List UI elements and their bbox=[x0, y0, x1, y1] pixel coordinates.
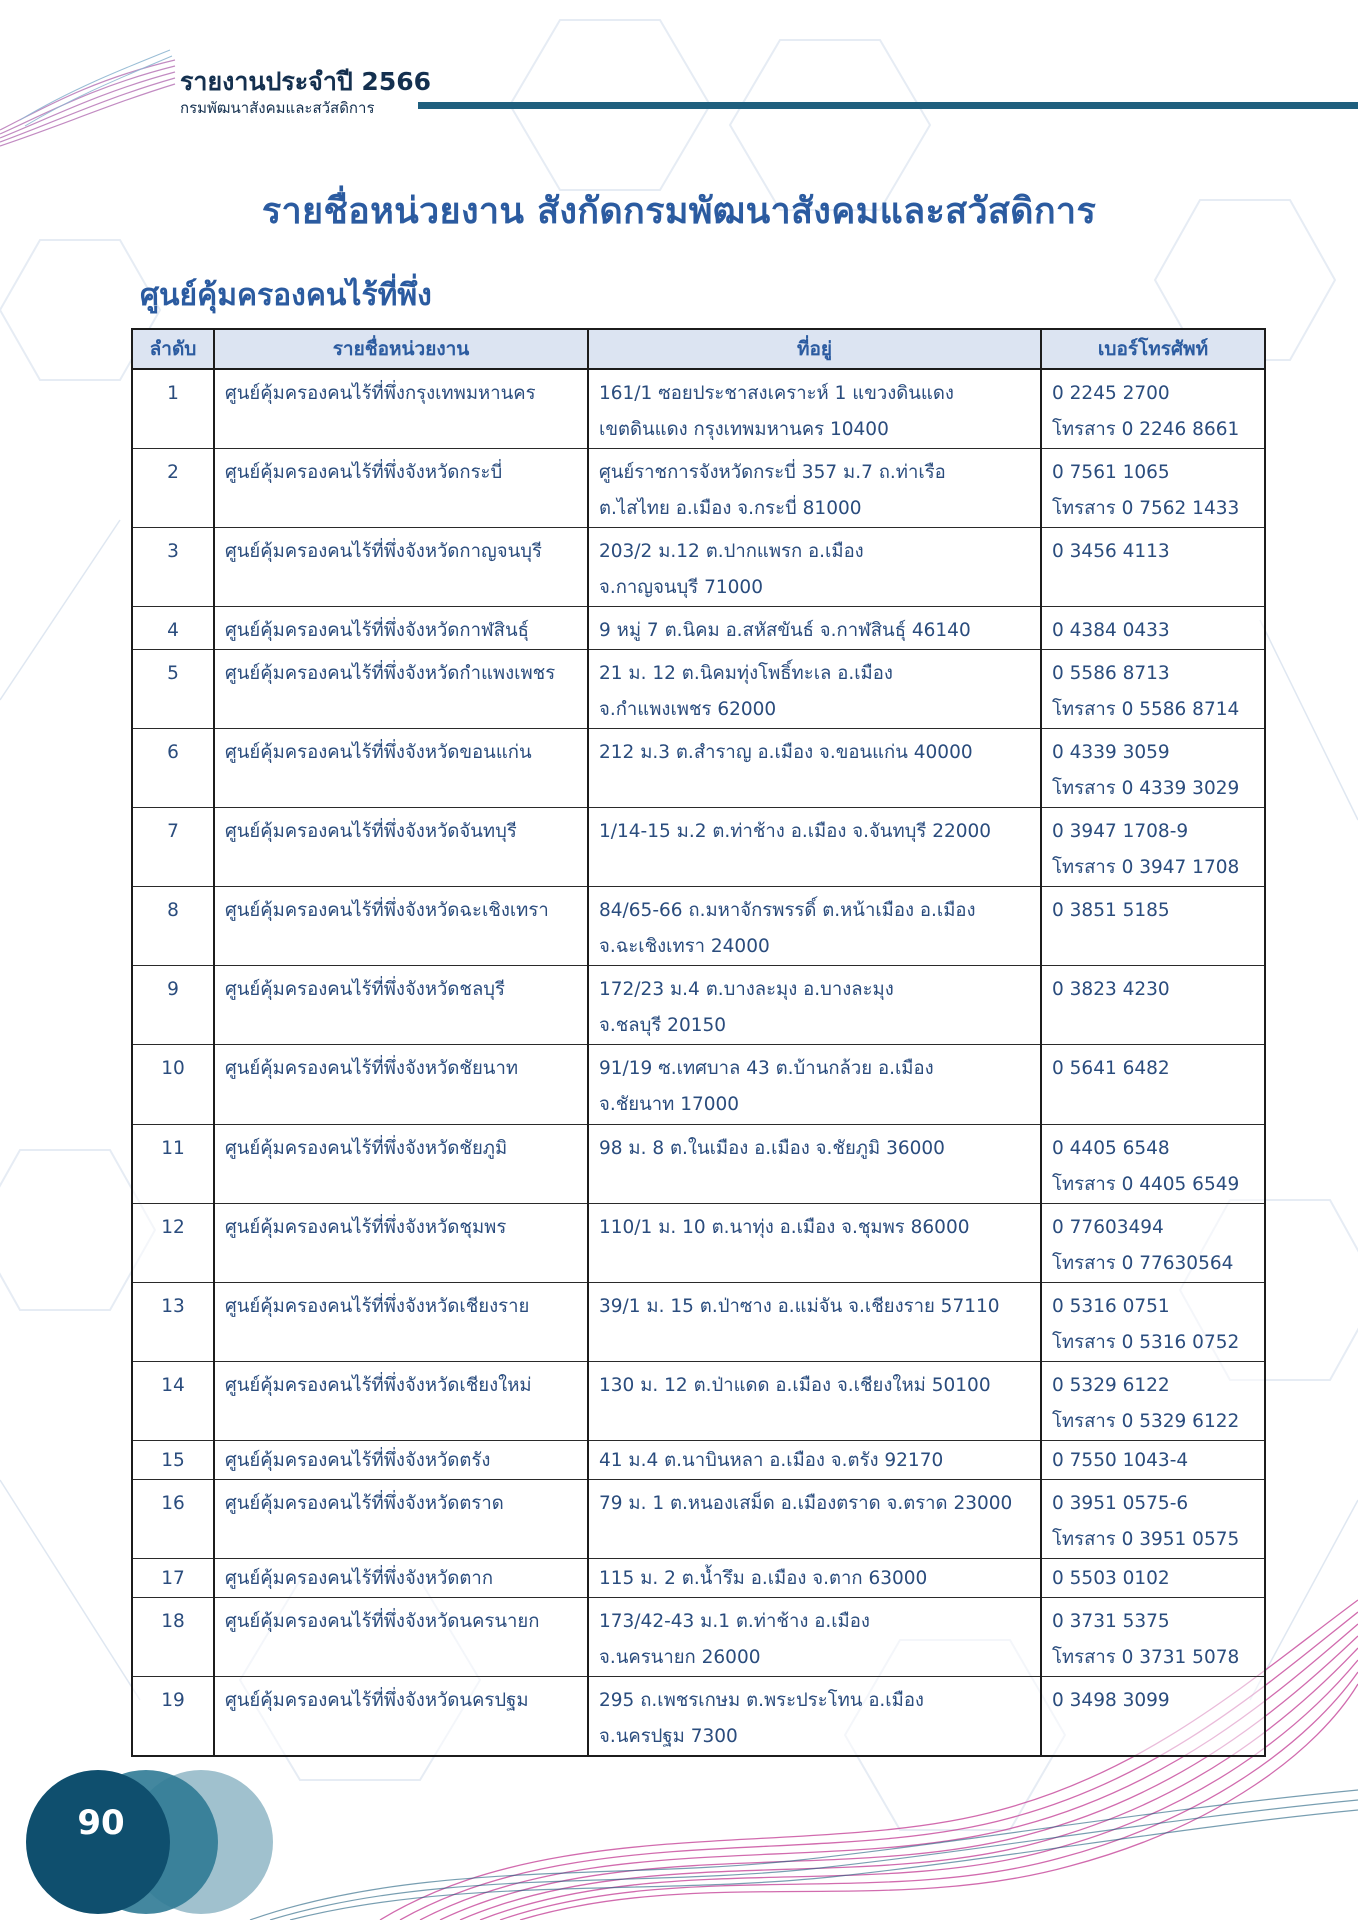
table-row bbox=[132, 1204, 1265, 1283]
cell-name: ศูนย์คุ้มครองคนไร้ที่พึ่งจังหวัดกาฬสินธุ์ bbox=[214, 607, 588, 650]
cell-phone: 0 3851 5185 bbox=[1041, 887, 1265, 966]
page-number: 90 bbox=[77, 1803, 125, 1843]
table-row bbox=[132, 650, 1265, 729]
cell-phone: 0 5316 0751 โทรสาร 0 5316 0752 bbox=[1041, 1283, 1265, 1362]
column-header-phone: เบอร์โทรศัพท์ bbox=[1041, 329, 1265, 369]
column-header-no: ลำดับ bbox=[132, 329, 214, 369]
cell-name: ศูนย์คุ้มครองคนไร้ที่พึ่งจังหวัดกาญจนบุรี bbox=[214, 528, 588, 607]
table-row bbox=[132, 1125, 1265, 1204]
cell-address: 115 ม. 2 ต.น้ำรึม อ.เมือง จ.ตาก 63000 bbox=[588, 1559, 1041, 1598]
cell-name: ศูนย์คุ้มครองคนไร้ที่พึ่งจังหวัดตราด bbox=[214, 1480, 588, 1559]
cell-no: 3 bbox=[132, 528, 214, 607]
cell-name: ศูนย์คุ้มครองคนไร้ที่พึ่งจังหวัดจันทบุรี bbox=[214, 808, 588, 887]
cell-name: ศูนย์คุ้มครองคนไร้ที่พึ่งจังหวัดชุมพร bbox=[214, 1204, 588, 1283]
table-row bbox=[132, 369, 1265, 449]
table-row bbox=[132, 528, 1265, 607]
cell-address: 21 ม. 12 ต.นิคมทุ่งโพธิ์ทะเล อ.เมือง จ.กำแพงเพชร 62000 bbox=[588, 650, 1041, 729]
cell-address: ศูนย์ราชการจังหวัดกระบี่ 357 ม.7 ถ.ท่าเรือ ต.ไสไทย อ.เมือง จ.กระบี่ 81000 bbox=[588, 449, 1041, 528]
cell-address: 295 ถ.เพชรเกษม ต.พระประโทน อ.เมือง จ.นครปฐม 7300 bbox=[588, 1677, 1041, 1757]
cell-phone: 0 7561 1065 โทรสาร 0 7562 1433 bbox=[1041, 449, 1265, 528]
cell-phone: 0 3823 4230 bbox=[1041, 966, 1265, 1045]
cell-phone: 0 2245 2700 โทรสาร 0 2246 8661 bbox=[1041, 369, 1265, 449]
cell-phone: 0 5586 8713 โทรสาร 0 5586 8714 bbox=[1041, 650, 1265, 729]
cell-phone: 0 4384 0433 bbox=[1041, 607, 1265, 650]
cell-no: 4 bbox=[132, 607, 214, 650]
cell-no: 10 bbox=[132, 1045, 214, 1125]
cell-address: 1/14-15 ม.2 ต.ท่าช้าง อ.เมือง จ.จันทบุรี 22000 bbox=[588, 808, 1041, 887]
cell-name: ศูนย์คุ้มครองคนไร้ที่พึ่งจังหวัดนครปฐม bbox=[214, 1677, 588, 1757]
cell-no: 9 bbox=[132, 966, 214, 1045]
cell-phone: 0 3456 4113 bbox=[1041, 528, 1265, 607]
units-table bbox=[131, 328, 1266, 1757]
cell-address: 91/19 ซ.เทศบาล 43 ต.บ้านกล้วย อ.เมือง จ.ชัยนาท 17000 bbox=[588, 1045, 1041, 1125]
cell-no: 2 bbox=[132, 449, 214, 528]
section-title: ศูนย์คุ้มครองคนไร้ที่พึ่ง bbox=[140, 278, 432, 313]
cell-name: ศูนย์คุ้มครองคนไร้ที่พึ่งจังหวัดชัยภูมิ bbox=[214, 1125, 588, 1204]
cell-address: 110/1 ม. 10 ต.นาทุ่ง อ.เมือง จ.ชุมพร 86000 bbox=[588, 1204, 1041, 1283]
cell-no: 14 bbox=[132, 1362, 214, 1441]
page-number-badge bbox=[26, 1770, 276, 1920]
table-row bbox=[132, 607, 1265, 650]
cell-address: 172/23 ม.4 ต.บางละมุง อ.บางละมุง จ.ชลบุรี 20150 bbox=[588, 966, 1041, 1045]
table-row bbox=[132, 1283, 1265, 1362]
cell-phone: 0 5503 0102 bbox=[1041, 1559, 1265, 1598]
cell-name: ศูนย์คุ้มครองคนไร้ที่พึ่งจังหวัดนครนายก bbox=[214, 1598, 588, 1677]
cell-no: 15 bbox=[132, 1441, 214, 1480]
table-row bbox=[132, 966, 1265, 1045]
cell-name: ศูนย์คุ้มครองคนไร้ที่พึ่งจังหวัดขอนแก่น bbox=[214, 729, 588, 808]
cell-no: 7 bbox=[132, 808, 214, 887]
cell-phone: 0 7550 1043-4 bbox=[1041, 1441, 1265, 1480]
cell-no: 19 bbox=[132, 1677, 214, 1757]
cell-no: 12 bbox=[132, 1204, 214, 1283]
column-header-address: ที่อยู่ bbox=[588, 329, 1041, 369]
cell-address: 9 หมู่ 7 ต.นิคม อ.สหัสขันธ์ จ.กาฬสินธุ์ 46140 bbox=[588, 607, 1041, 650]
table-row bbox=[132, 1045, 1265, 1125]
cell-name: ศูนย์คุ้มครองคนไร้ที่พึ่งจังหวัดตาก bbox=[214, 1559, 588, 1598]
cell-no: 1 bbox=[132, 369, 214, 449]
cell-no: 5 bbox=[132, 650, 214, 729]
cell-name: ศูนย์คุ้มครองคนไร้ที่พึ่งจังหวัดกำแพงเพชร bbox=[214, 650, 588, 729]
cell-no: 6 bbox=[132, 729, 214, 808]
cell-name: ศูนย์คุ้มครองคนไร้ที่พึ่งกรุงเทพมหานคร bbox=[214, 369, 588, 449]
cell-address: 173/42-43 ม.1 ต.ท่าช้าง อ.เมือง จ.นครนายก 26000 bbox=[588, 1598, 1041, 1677]
cell-phone: 0 3951 0575-6 โทรสาร 0 3951 0575 bbox=[1041, 1480, 1265, 1559]
cell-no: 18 bbox=[132, 1598, 214, 1677]
cell-phone: 0 4405 6548 โทรสาร 0 4405 6549 bbox=[1041, 1125, 1265, 1204]
cell-address: 130 ม. 12 ต.ป่าแดด อ.เมือง จ.เชียงใหม่ 50100 bbox=[588, 1362, 1041, 1441]
cell-no: 11 bbox=[132, 1125, 214, 1204]
cell-phone: 0 77603494 โทรสาร 0 77630564 bbox=[1041, 1204, 1265, 1283]
department-name: กรมพัฒนาสังคมและสวัสดิการ bbox=[180, 99, 375, 117]
table-row bbox=[132, 887, 1265, 966]
cell-name: ศูนย์คุ้มครองคนไร้ที่พึ่งจังหวัดชลบุรี bbox=[214, 966, 588, 1045]
cell-address: 41 ม.4 ต.นาบินหลา อ.เมือง จ.ตรัง 92170 bbox=[588, 1441, 1041, 1480]
cell-no: 13 bbox=[132, 1283, 214, 1362]
header-rule bbox=[418, 102, 1358, 109]
table-header-row bbox=[132, 329, 1265, 369]
table-row bbox=[132, 1677, 1265, 1757]
cell-address: 212 ม.3 ต.สำราญ อ.เมือง จ.ขอนแก่น 40000 bbox=[588, 729, 1041, 808]
cell-address: 98 ม. 8 ต.ในเมือง อ.เมือง จ.ชัยภูมิ 36000 bbox=[588, 1125, 1041, 1204]
cell-name: ศูนย์คุ้มครองคนไร้ที่พึ่งจังหวัดเชียงใหม่ bbox=[214, 1362, 588, 1441]
cell-name: ศูนย์คุ้มครองคนไร้ที่พึ่งจังหวัดเชียงราย bbox=[214, 1283, 588, 1362]
cell-address: 84/65-66 ถ.มหาจักรพรรดิ์ ต.หน้าเมือง อ.เมือง จ.ฉะเชิงเทรา 24000 bbox=[588, 887, 1041, 966]
cell-no: 16 bbox=[132, 1480, 214, 1559]
page-header bbox=[0, 40, 1358, 150]
cell-name: ศูนย์คุ้มครองคนไร้ที่พึ่งจังหวัดกระบี่ bbox=[214, 449, 588, 528]
cell-name: ศูนย์คุ้มครองคนไร้ที่พึ่งจังหวัดชัยนาท bbox=[214, 1045, 588, 1125]
report-title: รายงานประจำปี 2566 bbox=[180, 67, 432, 96]
cell-no: 8 bbox=[132, 887, 214, 966]
table-row bbox=[132, 1441, 1265, 1480]
table-row bbox=[132, 1362, 1265, 1441]
cell-phone: 0 5641 6482 bbox=[1041, 1045, 1265, 1125]
table-row bbox=[132, 1559, 1265, 1598]
cell-no: 17 bbox=[132, 1559, 214, 1598]
cell-address: 203/2 ม.12 ต.ปากแพรก อ.เมือง จ.กาญจนบุรี 71000 bbox=[588, 528, 1041, 607]
cell-address: 161/1 ซอยประชาสงเคราะห์ 1 แขวงดินแดง เขตดินแดง กรุงเทพมหานคร 10400 bbox=[588, 369, 1041, 449]
cell-name: ศูนย์คุ้มครองคนไร้ที่พึ่งจังหวัดฉะเชิงเทรา bbox=[214, 887, 588, 966]
cell-phone: 0 5329 6122 โทรสาร 0 5329 6122 bbox=[1041, 1362, 1265, 1441]
table-row bbox=[132, 729, 1265, 808]
table-row bbox=[132, 808, 1265, 887]
table-row bbox=[132, 1480, 1265, 1559]
header-ribbon-graphic bbox=[0, 40, 180, 150]
cell-address: 79 ม. 1 ต.หนองเสม็ด อ.เมืองตราด จ.ตราด 23000 bbox=[588, 1480, 1041, 1559]
cell-phone: 0 3947 1708-9 โทรสาร 0 3947 1708 bbox=[1041, 808, 1265, 887]
cell-name: ศูนย์คุ้มครองคนไร้ที่พึ่งจังหวัดตรัง bbox=[214, 1441, 588, 1480]
cell-address: 39/1 ม. 15 ต.ป่าซาง อ.แม่จัน จ.เชียงราย 57110 bbox=[588, 1283, 1041, 1362]
cell-phone: 0 3498 3099 bbox=[1041, 1677, 1265, 1757]
page-title: รายชื่อหน่วยงาน สังกัดกรมพัฒนาสังคมและสวัสดิการ bbox=[261, 191, 1097, 232]
cell-phone: 0 3731 5375 โทรสาร 0 3731 5078 bbox=[1041, 1598, 1265, 1677]
column-header-name: รายชื่อหน่วยงาน bbox=[214, 329, 588, 369]
cell-phone: 0 4339 3059 โทรสาร 0 4339 3029 bbox=[1041, 729, 1265, 808]
table-row bbox=[132, 449, 1265, 528]
table-row bbox=[132, 1598, 1265, 1677]
